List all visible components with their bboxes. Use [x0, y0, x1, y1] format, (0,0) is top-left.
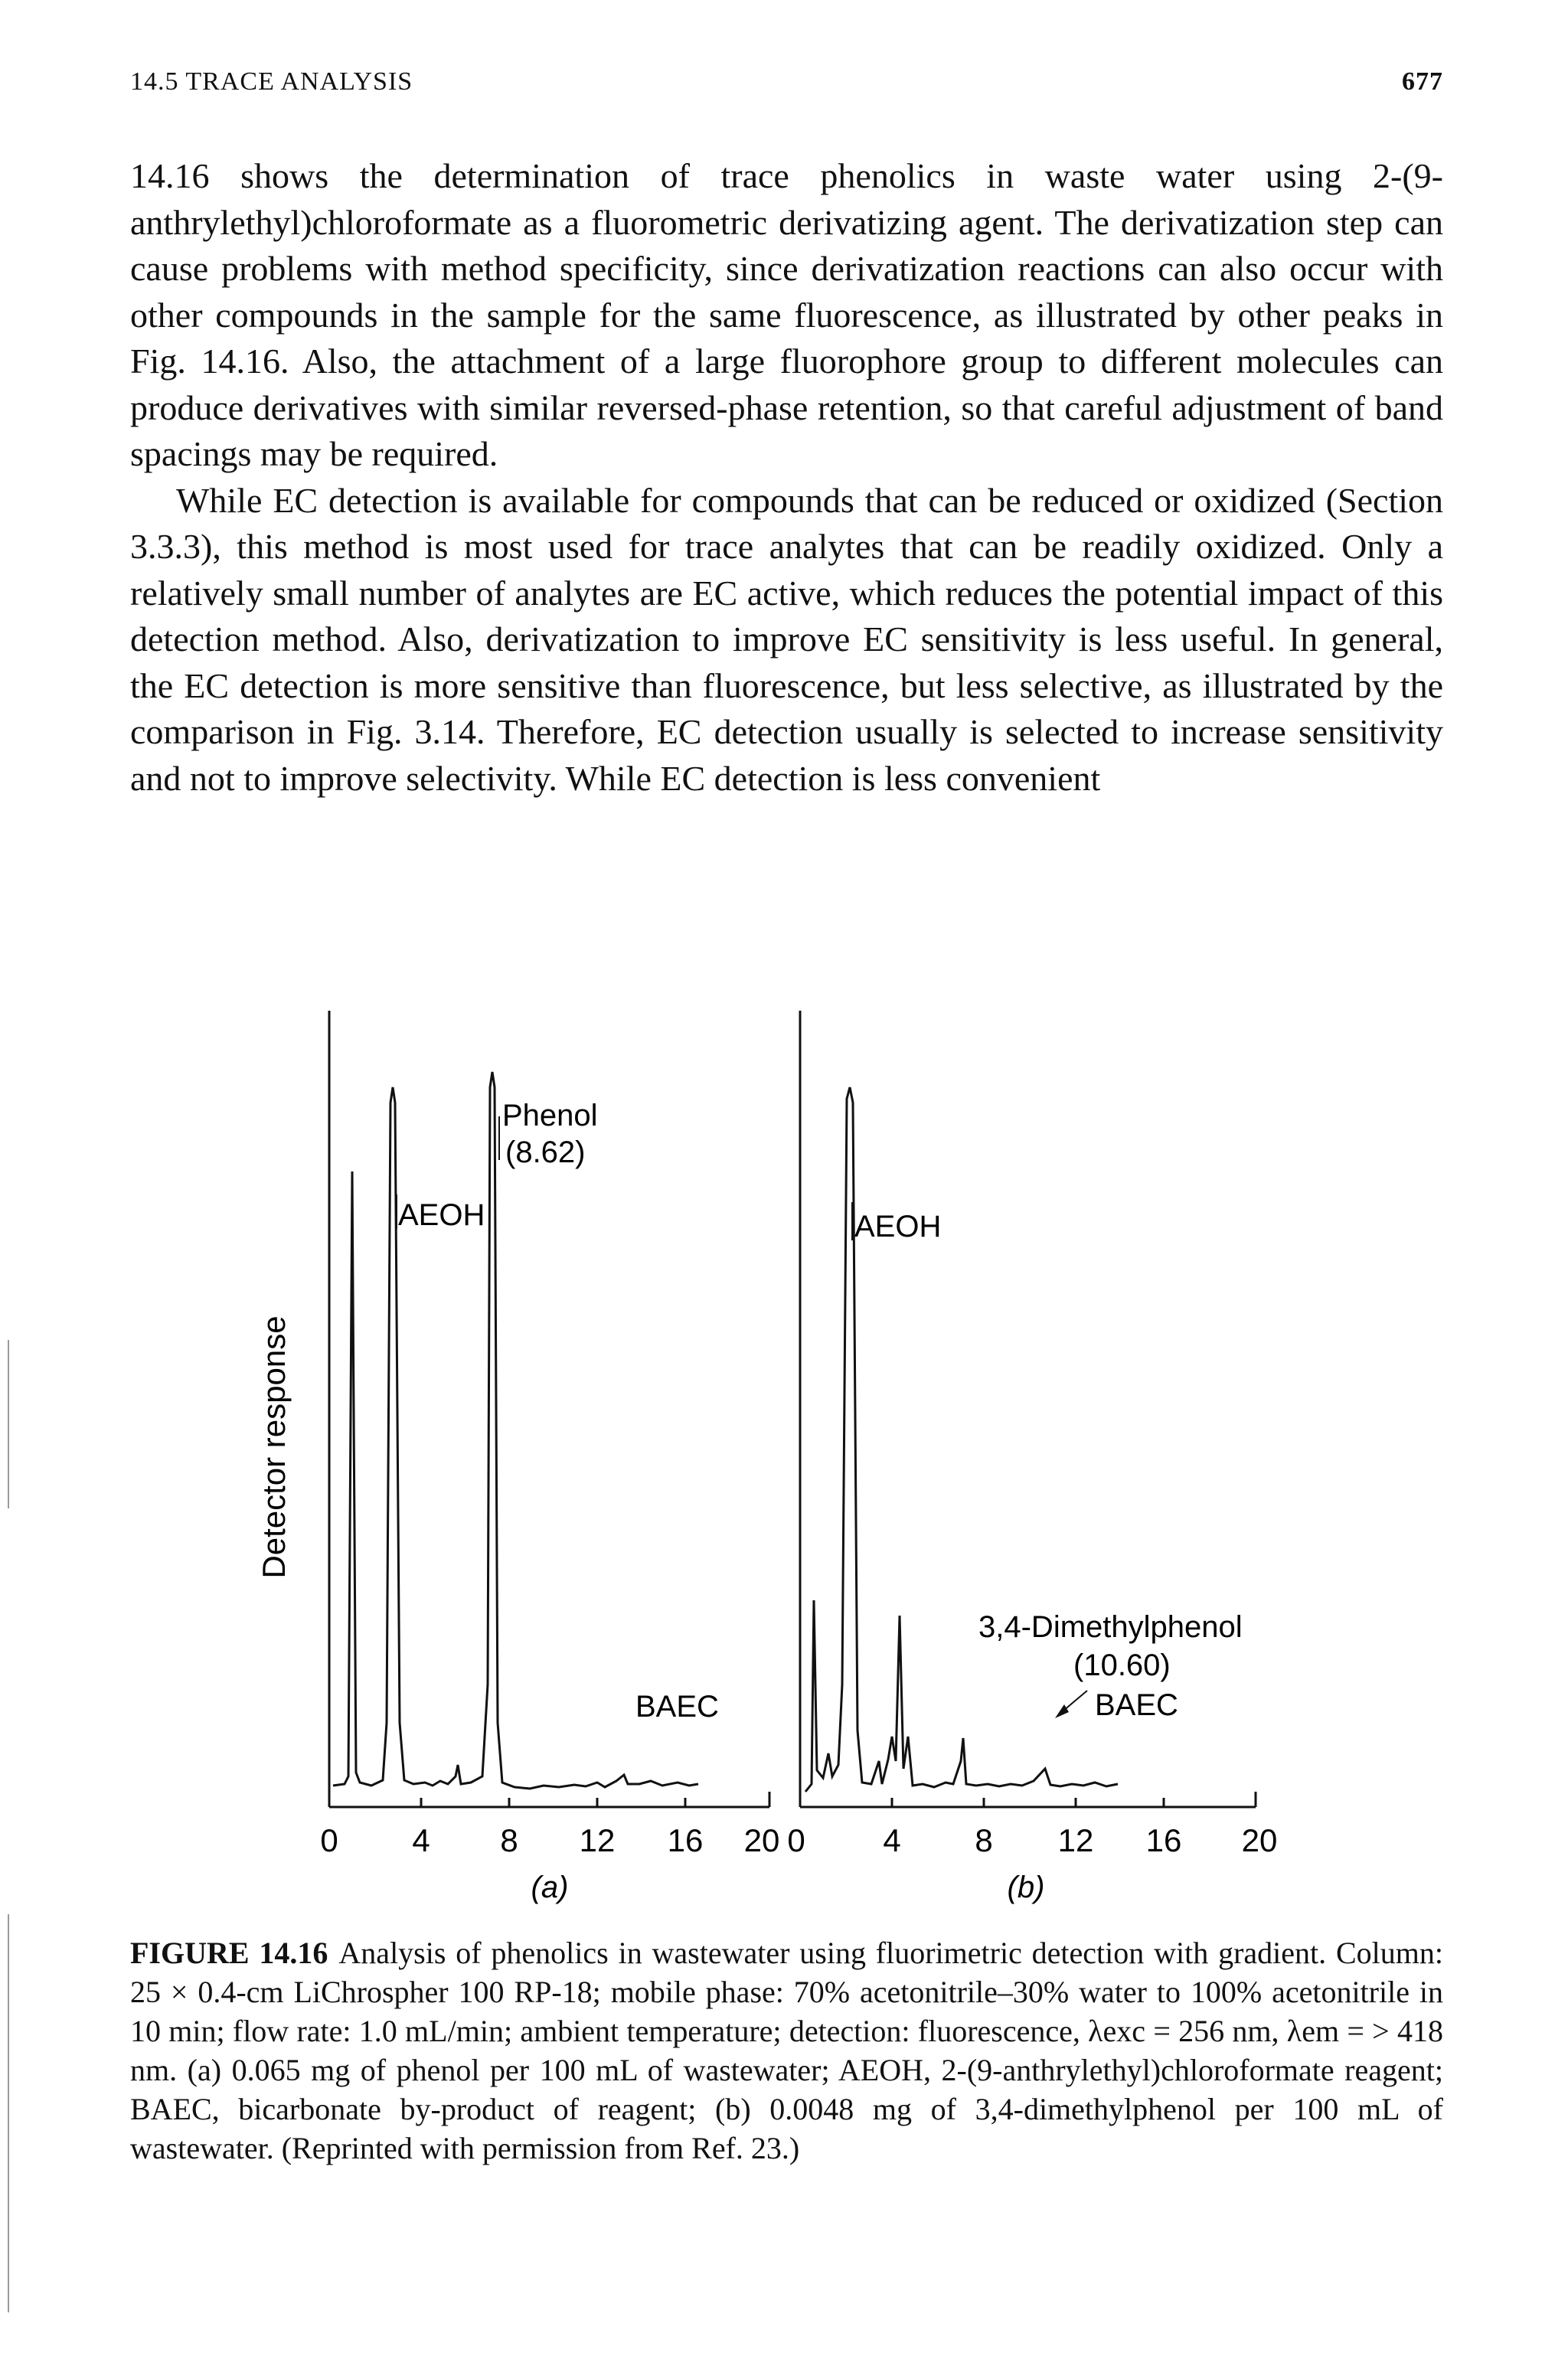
tick-b-0: 0: [787, 1822, 805, 1858]
figure-caption: [130, 1933, 1443, 2168]
peak-label-aeoh-b: AEOH: [854, 1210, 942, 1243]
panel-a-tick-labels: [320, 1822, 779, 1858]
tick-a-12: 12: [579, 1822, 616, 1858]
peak-label-dmp-time: (10.60): [1073, 1649, 1171, 1682]
tick-b-20: 20: [1241, 1822, 1278, 1858]
panel-b-tick-labels: [787, 1822, 1277, 1858]
figure-chromatograms: [230, 995, 1317, 1930]
chromatogram-svg: [230, 995, 1317, 1930]
body-text: [130, 153, 1443, 802]
scan-margin-line: [8, 1340, 9, 1508]
panel-a-label: (a): [531, 1871, 569, 1904]
paragraph-1: 14.16 shows the determination of trace phenolics in waste water using 2-(9-anthrylethyl)chloroformate as a fluorometric derivatizing agent. The derivatization step can cause problems with method specificity, since derivatization reactions can also occur with other compounds in the sample for the same fluorescence, as illustrated by other peaks in Fig. 14.16. Also, the attachment of a large fluorophore group to different molecules can produce derivatives with similar reversed-phase retention, so that careful adjustment of band spacings may be required.: [130, 156, 1443, 473]
panel-b-label: (b): [1007, 1871, 1045, 1904]
section-title: 14.5 TRACE ANALYSIS: [130, 67, 413, 96]
peak-label-phenol-time: (8.62): [505, 1136, 586, 1169]
caption-label: FIGURE 14.16: [130, 1936, 328, 1970]
dmp-arrowhead: [1055, 1704, 1069, 1718]
peak-label-aeoh-a: AEOH: [398, 1198, 485, 1232]
tick-b-8: 8: [975, 1822, 993, 1858]
tick-a-8: 8: [500, 1822, 518, 1858]
panel-a-ticks: [421, 1792, 769, 1807]
panel-a-trace: [333, 1072, 698, 1789]
tick-b-16: 16: [1145, 1822, 1182, 1858]
peak-label-baec-a: BAEC: [635, 1690, 719, 1724]
peak-label-dmp: 3,4-Dimethylphenol: [978, 1610, 1243, 1644]
tick-b-12: 12: [1057, 1822, 1094, 1858]
tick-a-16: 16: [667, 1822, 704, 1858]
y-axis-label: Detector response: [256, 1315, 292, 1579]
running-header: [130, 67, 1443, 113]
caption-text: Analysis of phenolics in wastewater using fluorimetric detection with gradient. Column: 25 × 0.4-cm LiChrospher 100 RP-18; mobile phase: 70% acetonitrile–30% water to 100% acetonitrile in 10 min; flow rate: 1.0 mL/min; ambient temperature; detection: fluorescence, λexc = 256 nm, λem = > 418 nm. (a) 0.065 mg of phenol per 100 mL of wastewater; AEOH, 2-(9-anthrylethyl)chloroformate reagent; BAEC, bicarbonate by-product of reagent; (b) 0.0048 mg of 3,4-dimethylphenol per 100 mL of wastewater. (Reprinted with permission from Ref. 23.): [130, 1936, 1443, 2165]
panel-b-ticks: [892, 1792, 1256, 1807]
peak-label-baec-b: BAEC: [1095, 1688, 1178, 1722]
page-number: 677: [1402, 67, 1443, 96]
paragraph-2: While EC detection is available for compounds that can be reduced or oxidized (Section 3.3.3), this method is most used for trace analytes that can be readily oxidized. Only a relatively small number of analytes are EC active, which reduces the potential impact of this detection method. Also, derivatization to improve EC sensitivity is less useful. In general, the EC detection is more sensitive than fluorescence, but less selective, as illustrated by the comparison in Fig. 3.14. Therefore, EC detection usually is selected to increase sensitivity and not to improve selectivity. While EC detection is less convenient: [130, 480, 1443, 798]
tick-a-4: 4: [412, 1822, 430, 1858]
tick-a-0: 0: [320, 1822, 338, 1858]
scan-margin-line-lower: [8, 1914, 9, 2312]
peak-label-phenol: Phenol: [502, 1099, 598, 1132]
tick-a-20: 20: [743, 1822, 780, 1858]
panel-b-trace: [805, 1087, 1118, 1792]
tick-b-4: 4: [883, 1822, 901, 1858]
